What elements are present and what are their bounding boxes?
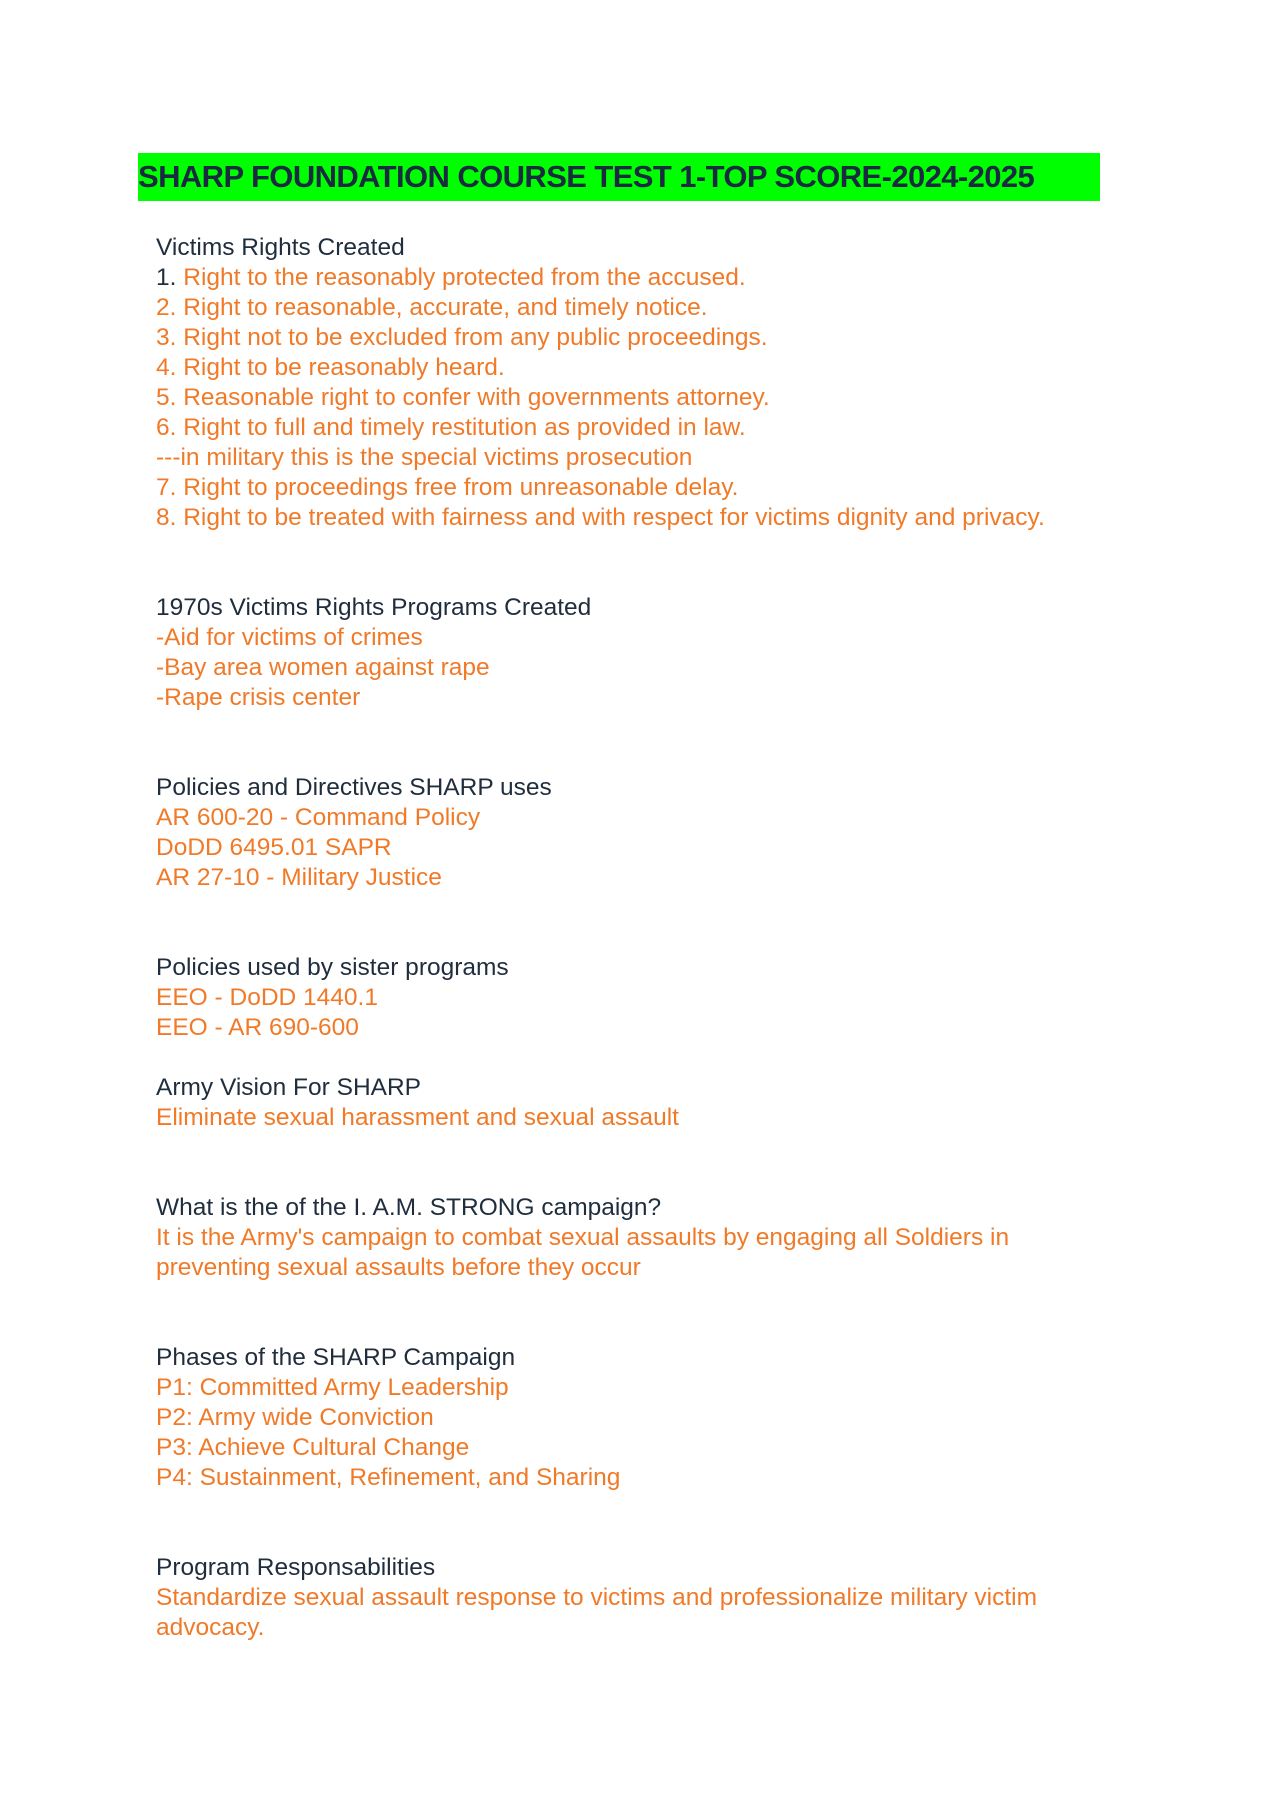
answer-line: -Aid for victims of crimes <box>156 624 423 651</box>
question-victims-rights: Victims Rights Created <box>156 234 405 261</box>
question-policies: Policies and Directives SHARP uses <box>156 774 552 801</box>
answer-line: AR 27-10 - Military Justice <box>156 864 442 891</box>
answer-text: Right to the reasonably protected from the accused. <box>176 264 746 291</box>
section-sister-programs <box>156 953 1116 1043</box>
spacer <box>156 1493 1116 1553</box>
answer-line: P4: Sustainment, Refinement, and Sharing <box>156 1464 621 1491</box>
answer-paragraph: Standardize sexual assault response to victims and professionalize military victim advocacy. <box>156 1584 1038 1641</box>
answer-line: -Rape crisis center <box>156 684 361 711</box>
answer-line: -Bay area women against rape <box>156 654 490 681</box>
answer-line <box>156 263 1116 293</box>
answer-paragraph: It is the Army's campaign to combat sexual assaults by engaging all Soldiers in preventing sexual assaults before they occur <box>156 1224 1010 1281</box>
answer-line: ---in military this is the special victims prosecution <box>156 444 693 471</box>
section-1970s-programs <box>156 593 1116 713</box>
answer-line: DoDD 6495.01 SAPR <box>156 834 392 861</box>
answer-line: EEO - AR 690-600 <box>156 1014 359 1041</box>
answer-line: Eliminate sexual harassment and sexual assault <box>156 1104 679 1131</box>
page-title: SHARP FOUNDATION COURSE TEST 1-TOP SCORE-2024-2025 <box>138 153 1100 201</box>
answer-line: 8. Right to be treated with fairness and with respect for victims dignity and privacy. <box>156 504 1045 531</box>
spacer <box>156 713 1116 773</box>
spacer <box>156 893 1116 953</box>
section-vision <box>156 1073 1116 1133</box>
section-policies <box>156 773 1116 893</box>
answer-line: EEO - DoDD 1440.1 <box>156 984 378 1011</box>
document-body <box>156 233 1116 1643</box>
list-number: 1. <box>156 264 177 291</box>
answer-line: 3. Right not to be excluded from any public proceedings. <box>156 324 768 351</box>
answer-line: 5. Reasonable right to confer with governments attorney. <box>156 384 770 411</box>
answer-line: P1: Committed Army Leadership <box>156 1374 509 1401</box>
answer-line: 7. Right to proceedings free from unreasonable delay. <box>156 474 739 501</box>
answer-line: P3: Achieve Cultural Change <box>156 1434 470 1461</box>
answer-line: 6. Right to full and timely restitution as provided in law. <box>156 414 746 441</box>
section-phases <box>156 1343 1116 1493</box>
answer-line: P2: Army wide Conviction <box>156 1404 434 1431</box>
spacer <box>156 1043 1116 1073</box>
spacer <box>156 1133 1116 1193</box>
question-1970s-programs: 1970s Victims Rights Programs Created <box>156 594 592 621</box>
question-phases: Phases of the SHARP Campaign <box>156 1344 516 1371</box>
spacer <box>156 533 1116 593</box>
spacer <box>156 1283 1116 1343</box>
answer-line: AR 600-20 - Command Policy <box>156 804 481 831</box>
section-responsibilities <box>156 1553 1116 1643</box>
answer-line: 2. Right to reasonable, accurate, and timely notice. <box>156 294 708 321</box>
answer-line: 4. Right to be reasonably heard. <box>156 354 505 381</box>
section-victims-rights <box>156 233 1116 533</box>
question-vision: Army Vision For SHARP <box>156 1074 422 1101</box>
section-iam-strong <box>156 1193 1116 1283</box>
question-iam-strong: What is the of the I. A.M. STRONG campaign? <box>156 1194 662 1221</box>
question-sister-programs: Policies used by sister programs <box>156 954 509 981</box>
question-responsibilities: Program Responsabilities <box>156 1554 436 1581</box>
